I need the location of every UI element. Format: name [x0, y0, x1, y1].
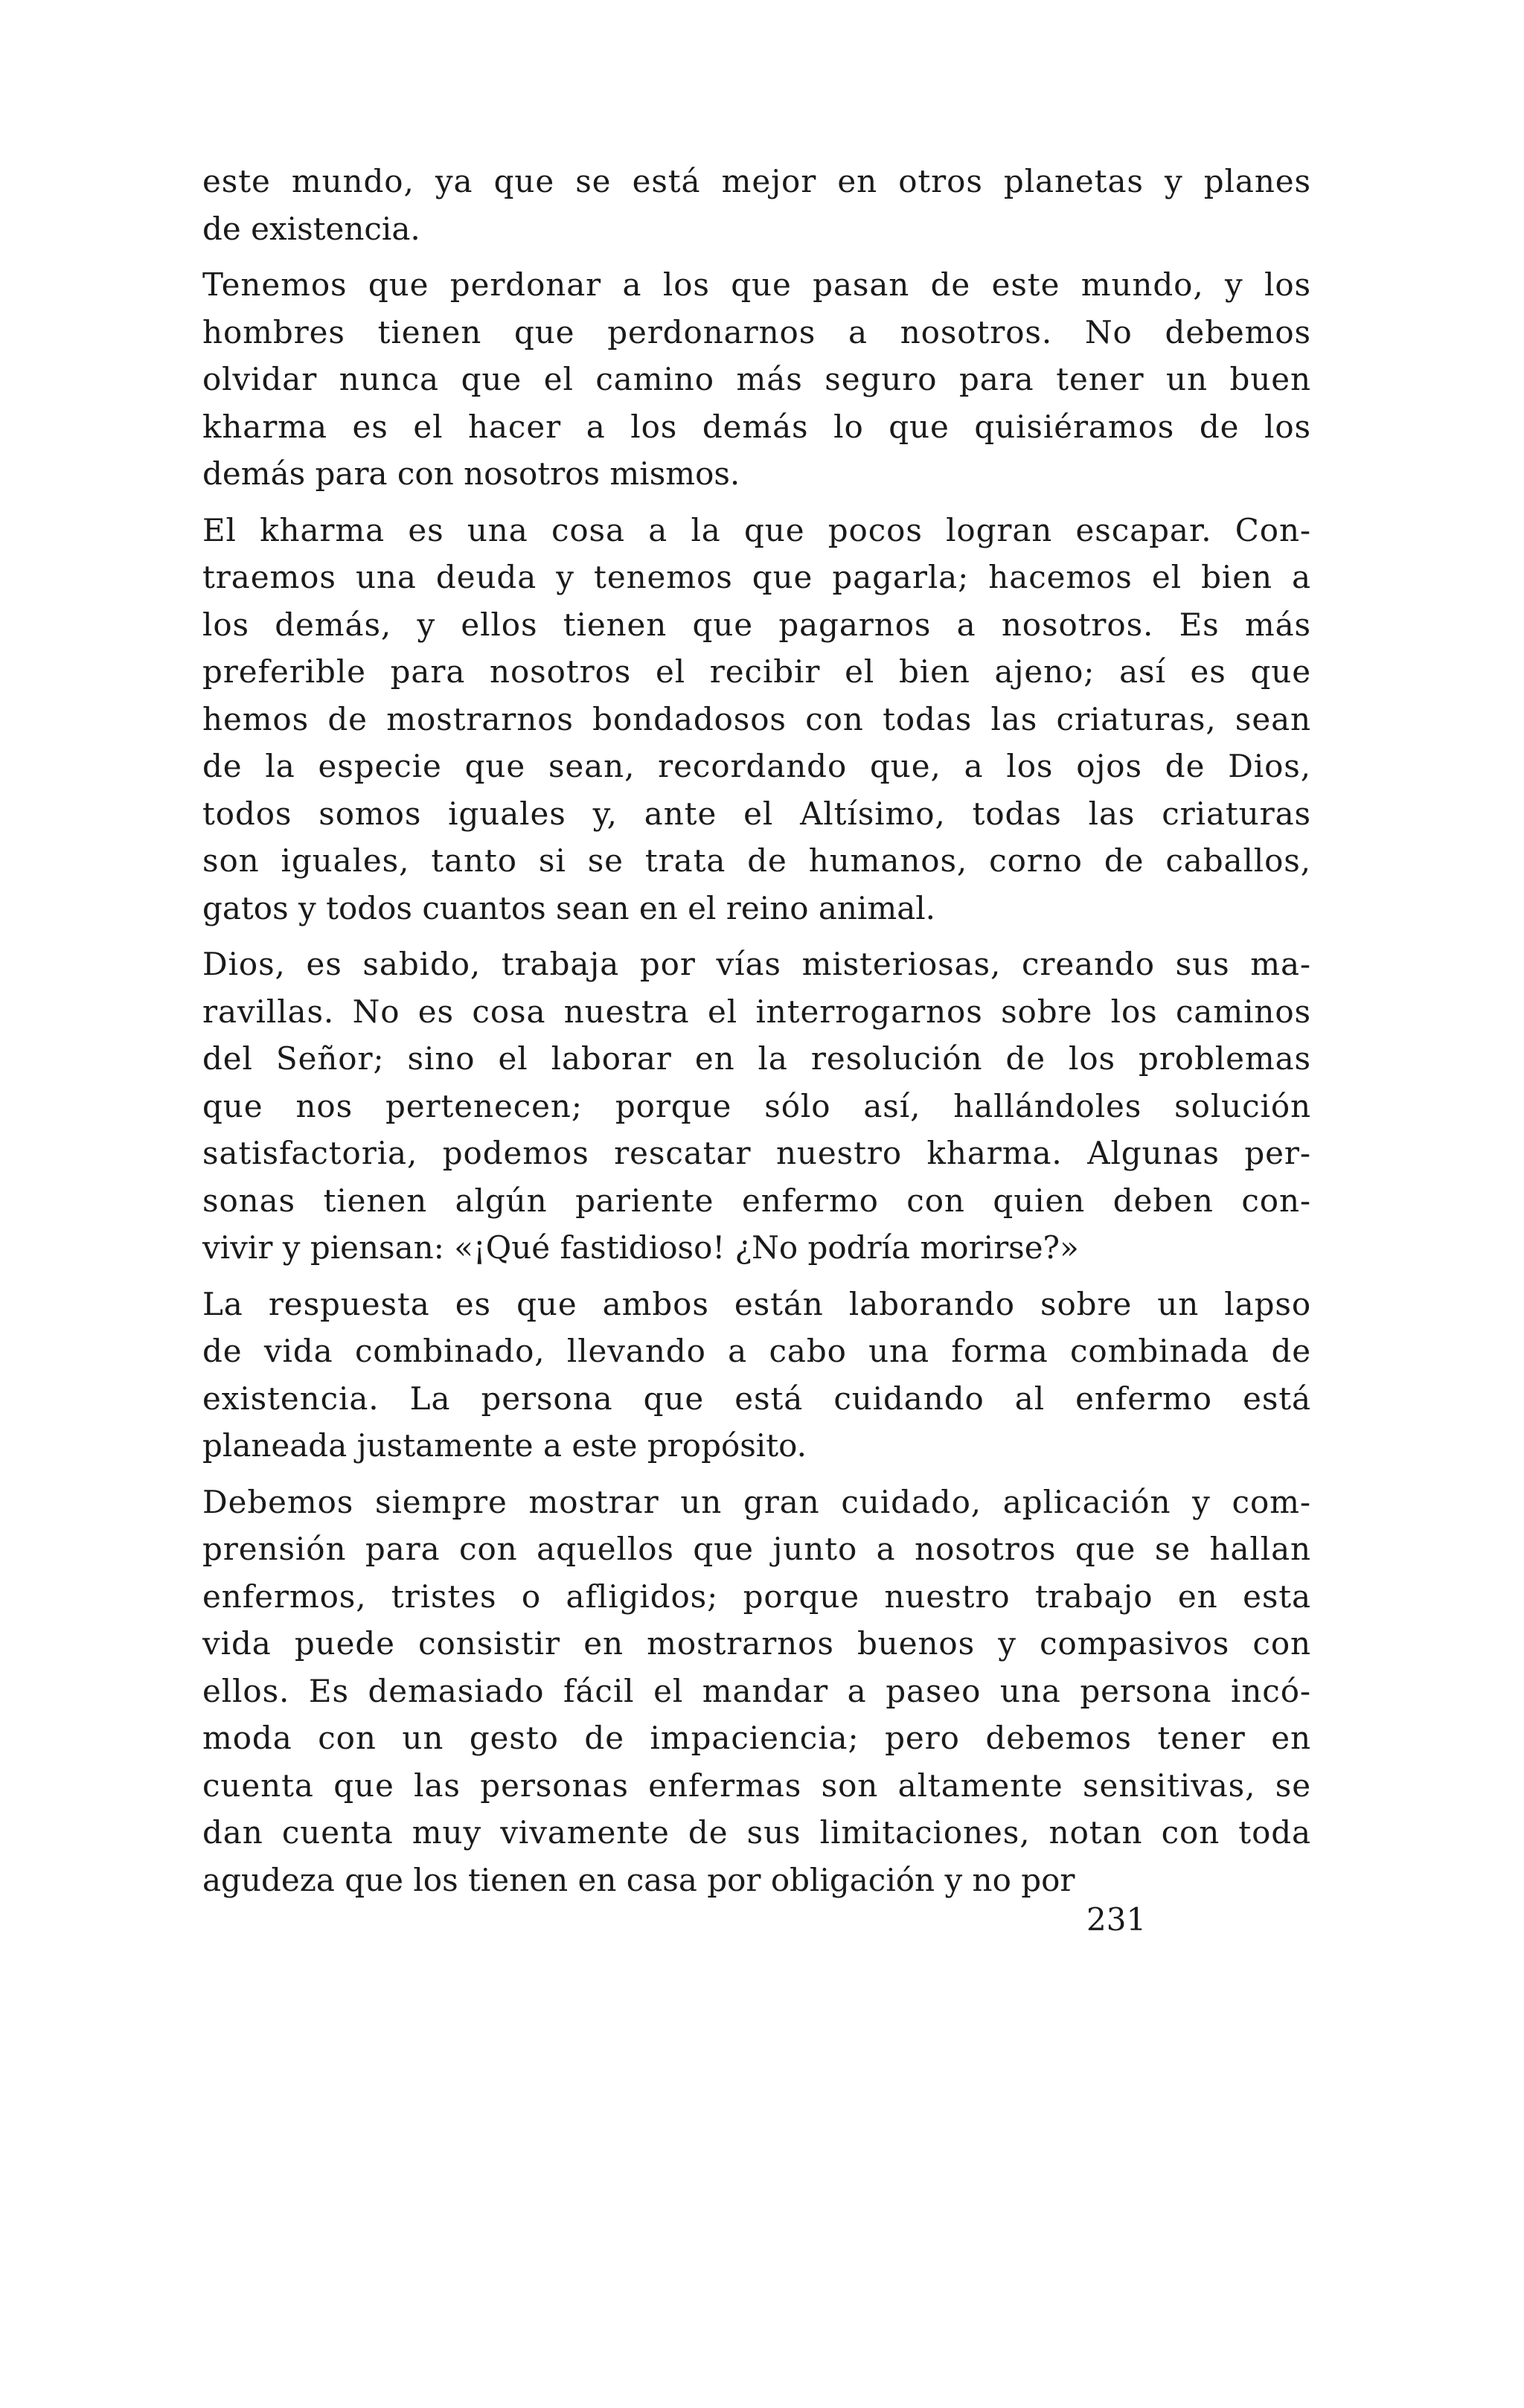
text-line: que nos pertenecen; porque sólo así, hallándoles solución	[202, 1087, 1311, 1124]
paragraph	[202, 1479, 1311, 1904]
text-line: de existencia.	[202, 210, 420, 247]
text-line: los demás, y ellos tienen que pagarnos a nosotros. Es más	[202, 606, 1311, 643]
text-line: vida puede consistir en mostrarnos buenos y compasivos con	[202, 1625, 1311, 1662]
paragraph	[202, 158, 1311, 252]
text-line: La respuesta es que ambos están laborando sobre un lapso	[202, 1285, 1311, 1322]
text-line: olvidar nunca que el camino más seguro para tener un buen	[202, 361, 1311, 397]
text-line: ravillas. No es cosa nuestra el interrogarnos sobre los caminos	[202, 993, 1311, 1030]
text-line: satisfactoria, podemos rescatar nuestro kharma. Algunas per-	[202, 1135, 1311, 1171]
text-line: de vida combinado, llevando a cabo una forma combinada de	[202, 1333, 1311, 1369]
text-line: hemos de mostrarnos bondadosos con todas las criaturas, sean	[202, 700, 1311, 737]
text-line: Tenemos que perdonar a los que pasan de este mundo, y los	[202, 266, 1311, 303]
paragraph	[202, 261, 1311, 498]
text-line: sonas tienen algún pariente enfermo con quien deben con-	[202, 1182, 1311, 1219]
text-line: agudeza que los tienen en casa por obligación y no por	[202, 1861, 1075, 1898]
paragraph	[202, 1281, 1311, 1470]
text-line: traemos una deuda y tenemos que pagarla; hacemos el bien a	[202, 559, 1311, 595]
text-line: preferible para nosotros el recibir el bien ajeno; así es que	[202, 653, 1311, 690]
text-line: Dios, es sabido, trabaja por vías misteriosas, creando sus ma-	[202, 946, 1311, 982]
text-line: planeada justamente a este propósito.	[202, 1427, 807, 1464]
text-line: existencia. La persona que está cuidando al enfermo está	[202, 1380, 1311, 1417]
page-number: 231	[1086, 1901, 1147, 1938]
page-body	[202, 158, 1311, 1912]
text-line: prensión para con aquellos que junto a nosotros que se hallan	[202, 1531, 1311, 1567]
text-line: del Señor; sino el laborar en la resolución de los problemas	[202, 1040, 1311, 1077]
text-line: kharma es el hacer a los demás lo que quisiéramos de los	[202, 408, 1311, 445]
text-line: todos somos iguales y, ante el Altísimo, todas las criaturas	[202, 795, 1311, 832]
text-line: este mundo, ya que se está mejor en otros planetas y planes	[202, 163, 1311, 199]
text-line: moda con un gesto de impaciencia; pero debemos tener en	[202, 1720, 1311, 1756]
text-line: enfermos, tristes o afligidos; porque nuestro trabajo en esta	[202, 1578, 1311, 1615]
text-line: ellos. Es demasiado fácil el mandar a paseo una persona incó-	[202, 1672, 1311, 1709]
text-line: Debemos siempre mostrar un gran cuidado, aplicación y com-	[202, 1483, 1311, 1520]
text-line: gatos y todos cuantos sean en el reino animal.	[202, 889, 936, 926]
text-line: El kharma es una cosa a la que pocos logran escapar. Con-	[202, 511, 1311, 548]
text-line: dan cuenta muy vivamente de sus limitaciones, notan con toda	[202, 1814, 1311, 1851]
text-line: demás para con nosotros mismos.	[202, 455, 740, 492]
text-line: vivir y piensan: «¡Qué fastidioso! ¿No podría morirse?»	[202, 1229, 1079, 1266]
text-line: hombres tienen que perdonarnos a nosotros. No debemos	[202, 313, 1311, 350]
paragraph	[202, 507, 1311, 932]
text-line: cuenta que las personas enfermas son altamente sensitivas, se	[202, 1767, 1311, 1804]
paragraph	[202, 941, 1311, 1272]
text-line: de la especie que sean, recordando que, a los ojos de Dios,	[202, 748, 1311, 784]
text-line: son iguales, tanto si se trata de humanos, corno de caballos,	[202, 842, 1311, 879]
